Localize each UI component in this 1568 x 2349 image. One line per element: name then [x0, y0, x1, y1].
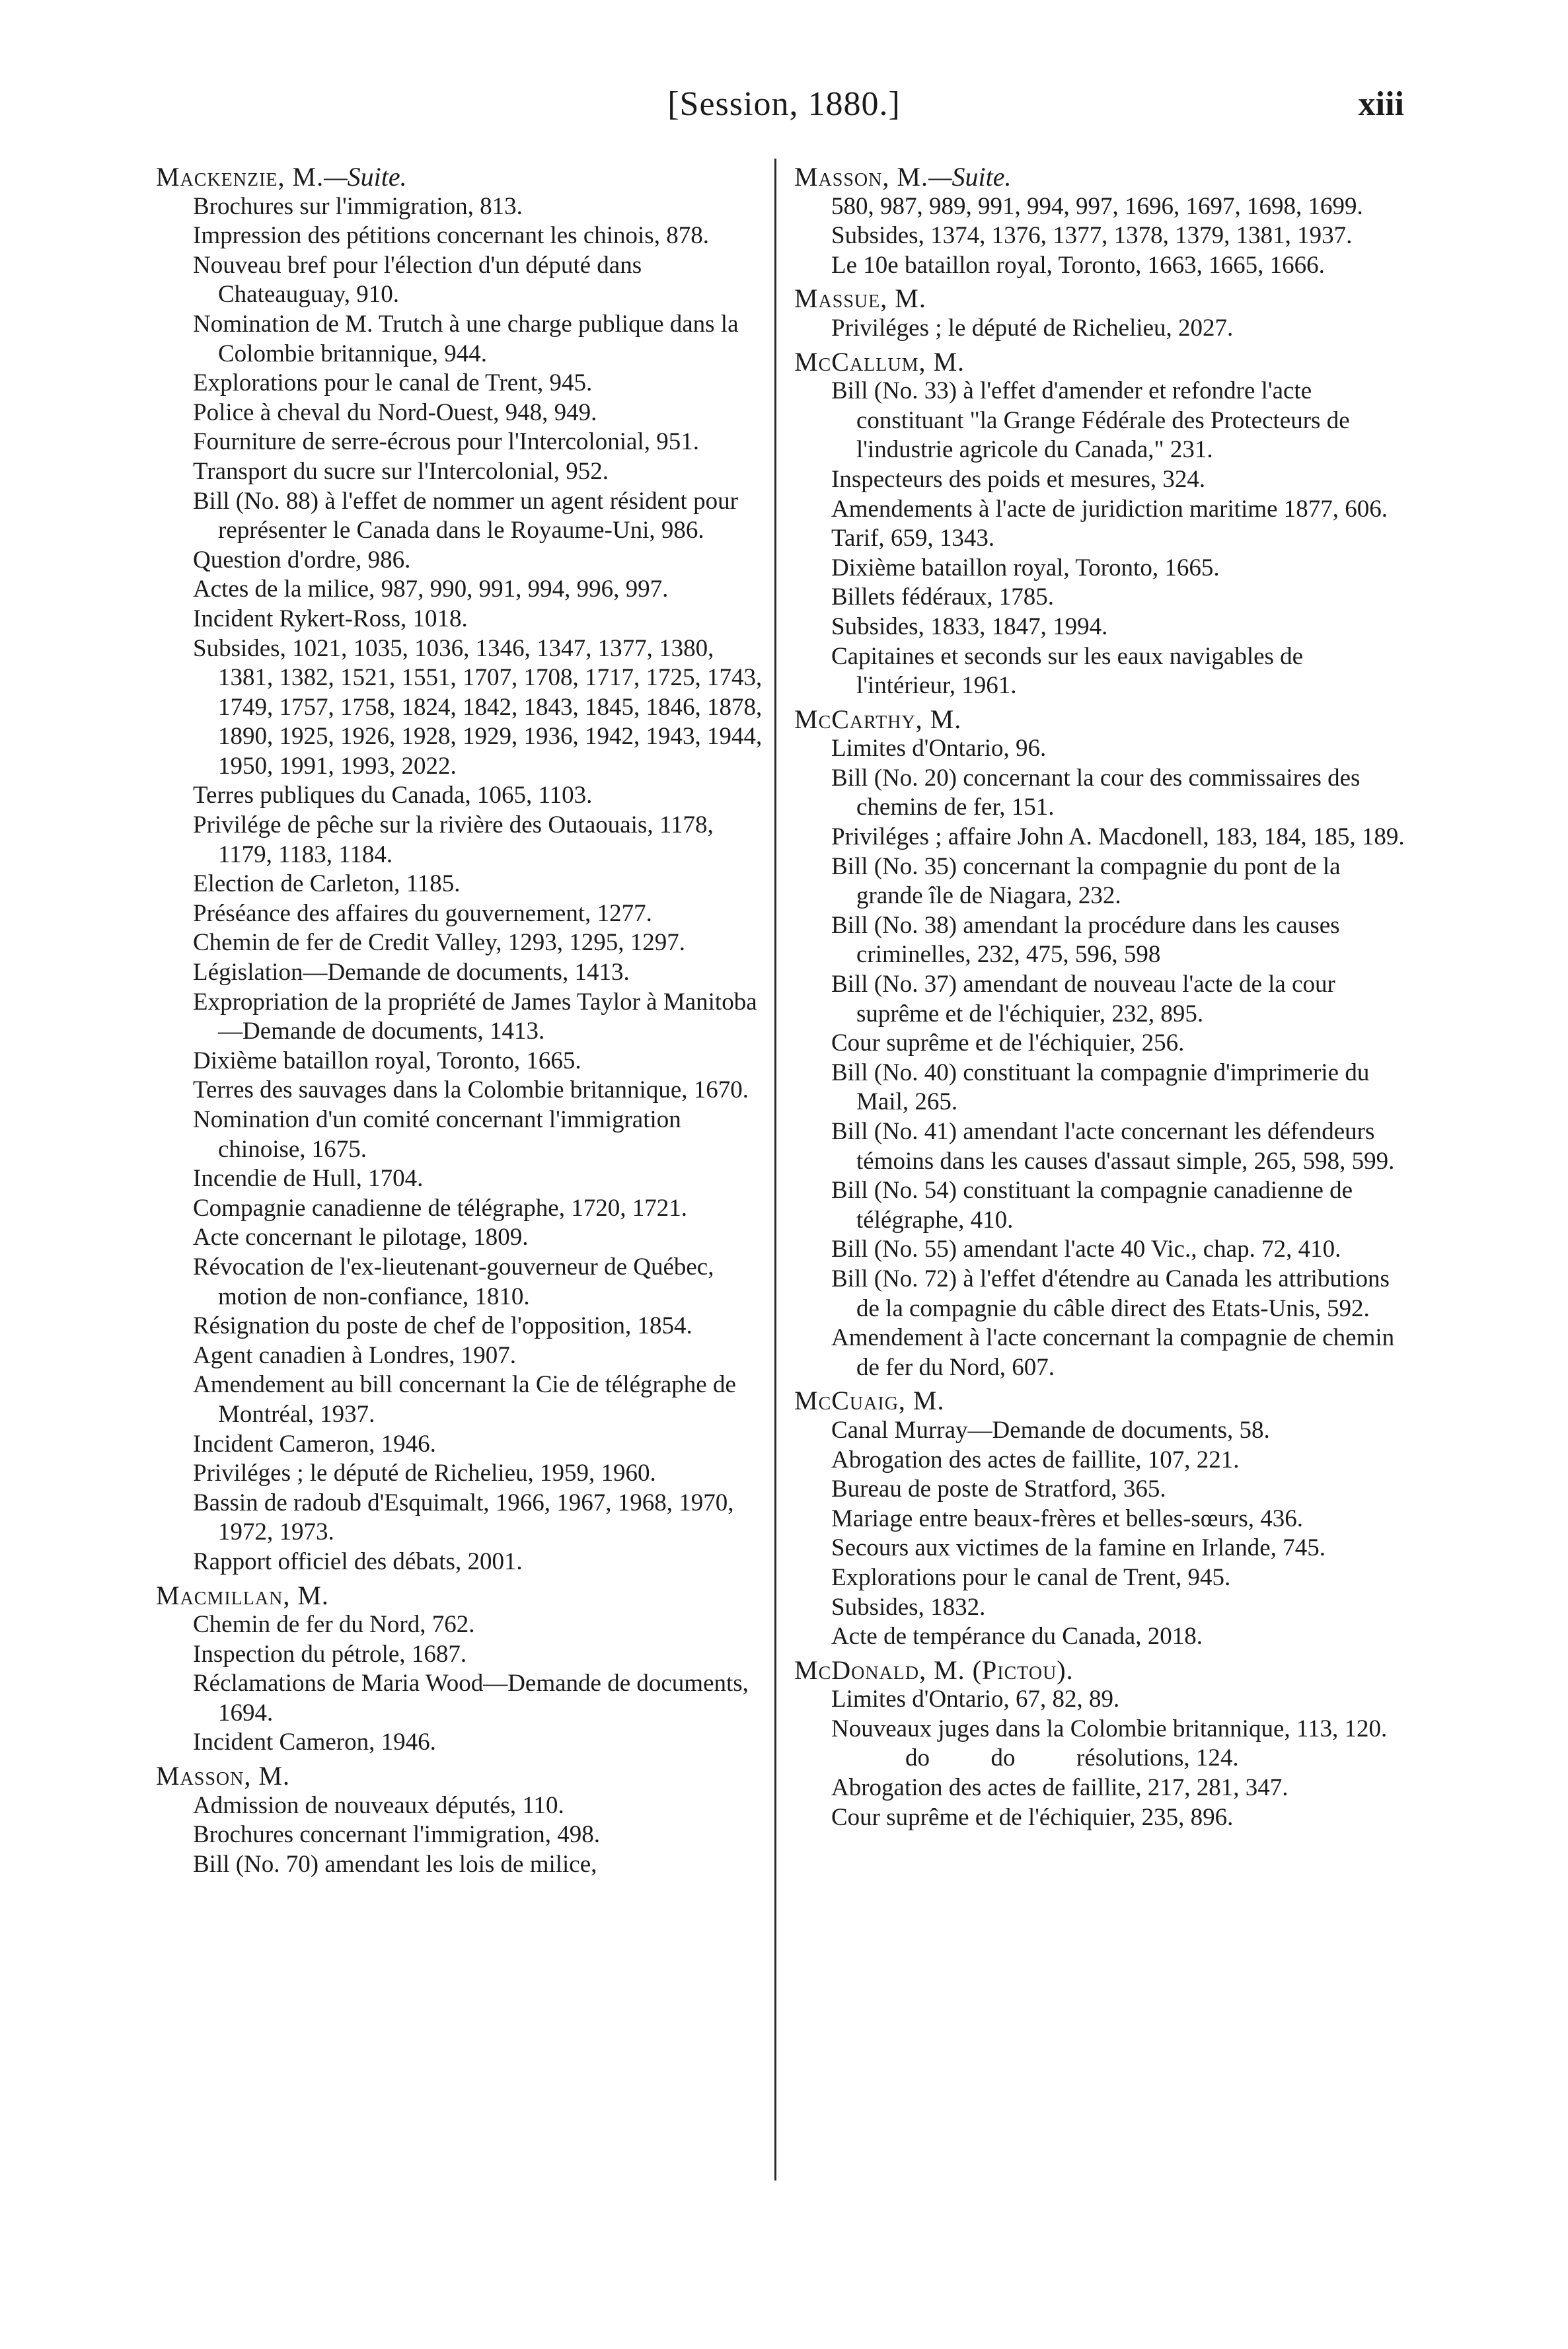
index-entry: Question d'ordre, 986. — [193, 546, 411, 574]
index-entry: Chemin de fer du Nord, 762. — [193, 1611, 475, 1639]
index-entry: Brochures concernant l'immigration, 498. — [193, 1821, 600, 1849]
index-entry: Incident Cameron, 1946. — [193, 1729, 436, 1756]
member-name-text: Masson, M. — [794, 162, 928, 192]
index-entry: Explorations pour le canal de Trent, 945. — [193, 369, 593, 397]
page-number: xiii — [1358, 85, 1404, 123]
index-entry: Incendie de Hull, 1704. — [193, 1165, 424, 1193]
index-entry: Bassin de radoub d'Esquimalt, 1966, 1967, 1968, 1970, 1972, 1973. — [193, 1489, 734, 1546]
index-entry: Chemin de fer de Credit Valley, 1293, 1295, 1297. — [193, 929, 686, 957]
index-entry: Bill (No. 33) à l'effet d'amender et refondre l'acte constituant "la Grange Fédérale des Protecteurs de l'industrie agricole du Canada," 231. — [831, 377, 1350, 464]
index-entry: Bill (No. 88) à l'effet de nommer un agent résident pour représenter le Canada dans le Royaume-Uni, 986. — [193, 487, 738, 544]
index-entry: Rapport officiel des débats, 2001. — [193, 1547, 523, 1575]
index-entry: Admission de nouveaux députés, 110. — [193, 1791, 564, 1819]
index-entry: Bill (No. 55) amendant l'acte 40 Vic., chap. 72, 410. — [831, 1236, 1341, 1263]
member-name — [155, 163, 763, 192]
index-entry: Transport du sucre sur l'Intercolonial, 952. — [193, 457, 609, 485]
index-entry: Expropriation de la propriété de James Taylor à Manitoba—Demande de documents, 1413. — [193, 988, 757, 1045]
index-entry: Acte concernant le pilotage, 1809. — [193, 1224, 529, 1251]
index-entry: Dixième bataillon royal, Toronto, 1665. — [193, 1047, 581, 1074]
index-entry: Tarif, 659, 1343. — [831, 525, 995, 552]
index-entry: Agent canadien à Londres, 1907. — [193, 1341, 517, 1369]
index-entry: Explorations pour le canal de Trent, 945. — [831, 1563, 1231, 1591]
member-name — [793, 1386, 1407, 1416]
index-entry: 580, 987, 989, 991, 994, 997, 1696, 1697, 1698, 1699. — [831, 192, 1363, 220]
member-name-text: McCarthy, M. — [794, 704, 962, 734]
index-entry: Bill (No. 72) à l'effet d'étendre au Canada les attributions de la compagnie du câble direct des Etats-Unis, 592. — [831, 1265, 1390, 1322]
index-entry: Election de Carleton, 1185. — [193, 870, 461, 898]
index-entry: Capitaines et seconds sur les eaux navigables de l'intérieur, 1961. — [831, 642, 1304, 700]
member-name — [793, 284, 1407, 314]
index-entry: Bill (No. 35) concernant la compagnie du pont de la grande île de Niagara, 232. — [831, 852, 1341, 910]
index-entry: Cour suprême et de l'échiquier, 235, 896. — [831, 1803, 1234, 1831]
index-entry: Terres publiques du Canada, 1065, 1103. — [193, 782, 593, 809]
index-entry: Priviléges ; le député de Richelieu, 1959, 1960. — [193, 1460, 656, 1487]
member-name-text: McCallum, M. — [794, 346, 965, 377]
member-name-text: Massue, M. — [794, 283, 926, 314]
index-entry: Bill (No. 41) amendant l'acte concernant les défendeurs témoins dans les causes d'assaut simple, 265, 598, 599. — [831, 1118, 1395, 1175]
index-entry: Réclamations de Maria Wood—Demande de documents, 1694. — [193, 1670, 749, 1727]
index-entry: Police à cheval du Nord-Ouest, 948, 949. — [193, 398, 597, 426]
index-entry: Actes de la milice, 987, 990, 991, 994, 996, 997. — [193, 576, 669, 603]
member-name-text: Macmillan, M. — [156, 1580, 329, 1610]
index-entry: Cour suprême et de l'échiquier, 256. — [831, 1029, 1185, 1057]
index-entry: Bill (No. 20) concernant la cour des commissaires des chemins de fer, 151. — [831, 764, 1361, 821]
index-entry: Révocation de l'ex-lieutenant-gouverneur de Québec, motion de non-confiance, 1810. — [193, 1253, 714, 1310]
index-entry: Brochures sur l'immigration, 813. — [193, 192, 523, 220]
index-entry: Préséance des affaires du gouvernement, 1277. — [193, 899, 652, 927]
index-entry: Amendement au bill concernant la Cie de télégraphe de Montréal, 1937. — [193, 1371, 736, 1428]
index-entry: Acte de tempérance du Canada, 2018. — [831, 1623, 1203, 1651]
member-name-text: McCuaig, M. — [794, 1386, 945, 1416]
index-entry: Inspection du pétrole, 1687. — [193, 1640, 467, 1668]
index-entry: Bill (No. 70) amendant les lois de milice, — [193, 1850, 597, 1878]
index-entry: Abrogation des actes de faillite, 217, 281, 347. — [831, 1774, 1288, 1802]
member-name-text: Masson, M. — [156, 1761, 290, 1791]
index-entry: Bill (No. 40) constituant la compagnie d'imprimerie du Mail, 265. — [831, 1059, 1370, 1116]
index-entry: Compagnie canadienne de télégraphe, 1720, 1721. — [193, 1194, 687, 1222]
index-entry: Fourniture de serre-écrous pour l'Intercolonial, 951. — [193, 428, 699, 456]
column-divider — [774, 159, 776, 2181]
index-entry: Priviléges ; affaire John A. Macdonell, 183, 184, 185, 189. — [831, 823, 1405, 851]
index-entry: Bill (No. 37) amendant de nouveau l'acte de la cour suprême et de l'échiquier, 232, 895. — [831, 971, 1335, 1027]
index-entry: Le 10e bataillon royal, Toronto, 1663, 1665, 1666. — [831, 251, 1325, 279]
index-entry: Incident Rykert-Ross, 1018. — [193, 605, 468, 632]
member-name — [793, 163, 1407, 192]
running-title: [Session, 1880.] — [667, 85, 901, 123]
index-entry: Billets fédéraux, 1785. — [831, 583, 1055, 611]
index-entry: Terres des sauvages dans la Colombie britannique, 1670. — [193, 1076, 749, 1104]
index-entry: Limites d'Ontario, 67, 82, 89. — [831, 1686, 1120, 1713]
index-entry: Résignation du poste de chef de l'opposition, 1854. — [193, 1312, 692, 1340]
member-name — [793, 705, 1407, 735]
index-entry: Bill (No. 54) constituant la compagnie canadienne de télégraphe, 410. — [831, 1177, 1353, 1234]
member-name-suffix: —Suite. — [928, 162, 1012, 192]
index-entry: Mariage entre beaux-frères et belles-sœurs, 436. — [831, 1505, 1304, 1532]
member-name-text: Mackenzie, M. — [156, 162, 324, 192]
member-name-text: McDonald, M. (Pictou). — [794, 1655, 1074, 1685]
member-name — [793, 1656, 1407, 1686]
index-entry: Priviléges ; le député de Richelieu, 2027. — [831, 314, 1234, 342]
index-entry: Privilége de pêche sur la rivière des Outaouais, 1178, 1179, 1183, 1184. — [193, 811, 714, 868]
index-entry: Nomination de M. Trutch à une charge publique dans la Colombie britannique, 944. — [193, 310, 739, 367]
index-entry: Amendements à l'acte de juridiction maritime 1877, 606. — [831, 495, 1388, 523]
index-entry: Législation—Demande de documents, 1413. — [193, 959, 630, 987]
index-entry: Limites d'Ontario, 96. — [831, 735, 1047, 763]
index-entry: Incident Cameron, 1946. — [193, 1430, 436, 1458]
index-entry: Subsides, 1374, 1376, 1377, 1378, 1379, 1381, 1937. — [831, 222, 1353, 250]
index-entry: Subsides, 1021, 1035, 1036, 1346, 1347, 1377, 1380, 1381, 1382, 1521, 1551, 1707, 1708, 1717, 1725, 1743, 1749, 1757, 1758, 1824, 1842, 1843, 1845, 1846, 1878, 1890, 1925, 1926, 1928, 1929, 1936, 1942, 1943, 1944, 1950, 1991, 1993, 2022. — [193, 634, 763, 780]
index-entry: Subsides, 1833, 1847, 1994. — [831, 613, 1108, 640]
left-column — [155, 159, 763, 1879]
index-entry: Nouveaux juges dans la Colombie britannique, 113, 120. — [831, 1715, 1388, 1742]
index-entry: Bureau de poste de Stratford, 365. — [831, 1475, 1166, 1503]
right-column — [793, 159, 1407, 1832]
index-entry: do do résolutions, 124. — [905, 1744, 1239, 1772]
index-entry: Nomination d'un comité concernant l'immigration chinoise, 1675. — [193, 1106, 681, 1163]
member-name — [793, 348, 1407, 377]
member-name — [155, 1581, 763, 1611]
index-entry: Abrogation des actes de faillite, 107, 221. — [831, 1446, 1240, 1473]
index-entry: Subsides, 1832. — [831, 1593, 986, 1621]
index-entry: Inspecteurs des poids et mesures, 324. — [831, 465, 1206, 493]
index-entry: Bill (No. 38) amendant la procédure dans les causes criminelles, 232, 475, 596, 598 — [831, 911, 1340, 969]
page-header — [0, 85, 1568, 131]
index-entry: Nouveau bref pour l'élection d'un député dans Chateauguay, 910. — [193, 251, 642, 309]
index-entry: Secours aux victimes de la famine en Irlande, 745. — [831, 1534, 1325, 1562]
index-entry: Canal Murray—Demande de documents, 58. — [831, 1416, 1270, 1444]
index-entry: Dixième bataillon royal, Toronto, 1665. — [831, 554, 1220, 581]
index-entry: Amendement à l'acte concernant la compagnie de chemin de fer du Nord, 607. — [831, 1324, 1395, 1381]
member-name-suffix: —Suite. — [324, 162, 407, 192]
member-name — [155, 1762, 763, 1791]
index-entry: Impression des pétitions concernant les chinois, 878. — [193, 222, 709, 250]
